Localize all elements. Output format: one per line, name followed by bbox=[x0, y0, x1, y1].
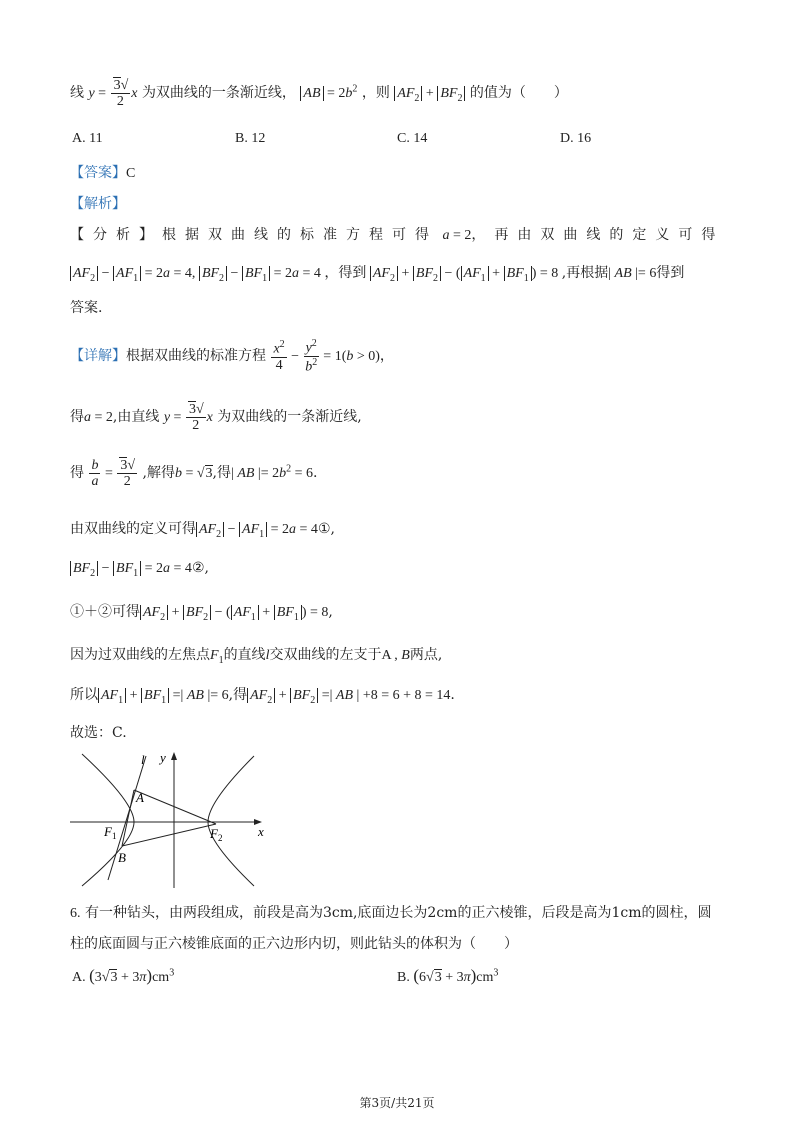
label-l: l bbox=[141, 752, 145, 767]
answer-line bbox=[70, 162, 135, 182]
label-a: A bbox=[136, 790, 144, 805]
segment-bf2 bbox=[122, 824, 216, 846]
detail-conclusion: 故选：C. bbox=[70, 725, 127, 741]
answer-value: C bbox=[126, 166, 136, 181]
detail-line4: 由双曲线的定义可得 $AF_2 - AF_1 = 2a$ = 4①, bbox=[70, 521, 335, 540]
q6-number: 6. bbox=[70, 906, 81, 921]
hyperbola-figure bbox=[70, 750, 280, 890]
q6-line2: 柱的底面圆与正六棱锥底面的正六边形内切，则此钻头的体积为（ ） bbox=[70, 936, 518, 952]
label-x: x bbox=[258, 824, 264, 839]
label-y: y bbox=[160, 750, 166, 765]
detail-line2: 得a = 2,由直线 y = $\frac{3√}{2}$ x 为双曲线的一条渐近线, bbox=[70, 402, 362, 434]
q6-line1: 6. 有一种钻头，由两段组成，前段是高为3cm,底面边长为2cm的正六棱锥，后段是高为1cm的圆柱，圆 bbox=[70, 905, 712, 921]
fenxi-line2: $AF_2 - AF_1 = 2a = 4$, $BF_2 - BF_1 = 2a = 4$ ，得到 $AF_2 + BF_2$ − ( $AF_1 + BF_1$ ) = 8 ,再根据| AB |= 6得到 bbox=[70, 262, 684, 284]
q5-option-d[interactable]: D. 16 bbox=[560, 131, 592, 146]
answer-tag: 【答案】 bbox=[70, 165, 126, 181]
q6-option-a[interactable]: A. $(3√3 + 3\pi)cm^3$ bbox=[72, 966, 175, 985]
detail-line5: $BF_2 - BF_1 = 2a$ = 4②, bbox=[70, 560, 209, 579]
label-f1: $F_1$ bbox=[104, 824, 117, 841]
segment-af2 bbox=[134, 790, 216, 824]
detail-line7: 因为过双曲线的左焦点$F_1$的直线l交双曲线的左支于A , B两点, bbox=[70, 647, 443, 666]
fenxi-tag: 【分析】 bbox=[70, 227, 162, 243]
q5-option-a[interactable]: A. 11 bbox=[72, 131, 103, 146]
q5-option-c[interactable]: C. 14 bbox=[397, 131, 428, 146]
detail-line1: 【详解】根据双曲线的标准方程 $\frac{x^2}{4}$ − $\frac{y^2}{b^2}$ = 1(b > 0)， bbox=[70, 338, 394, 375]
q5-option-b[interactable]: B. 12 bbox=[235, 131, 266, 146]
q6-option-b[interactable]: B. $(6√3 + 3\pi)cm^3$ bbox=[397, 966, 499, 985]
y-axis-arrow bbox=[171, 752, 177, 760]
detail-line6: ①＋②可得 $AF_2 + BF_2$ − ( $AF_1 + BF_1$ ) = 8, bbox=[70, 604, 333, 623]
line-l bbox=[108, 756, 146, 880]
detail-line3: 得 $\frac{b}{a}$ = $\frac{3√}{2}$ ,解得b = √3,得| AB |= $2b^2 = 6$. bbox=[70, 458, 318, 490]
analysis-tag: 【解析】 bbox=[70, 196, 126, 212]
page-footer: 第3页/共21页 bbox=[359, 1096, 435, 1110]
fenxi-line1: 【分析】根据双曲线的标准方程可得 a = 2，再由双曲线的定义可得 bbox=[70, 227, 725, 243]
hyperbola-right-branch bbox=[208, 756, 254, 886]
fenxi-line3: 答案. bbox=[70, 300, 103, 316]
detail-line8: 所以 $AF_1 + BF_1$ =| AB |= 6,得 $AF_2 + BF_2$ =| AB | +8 = 6 + 8 = 14. bbox=[70, 687, 455, 706]
q5-stem: 线 y = $\frac{3√}{2}$ x 为双曲线的一条渐近线， AB = $2b^2$ ，则 $AF_2 + BF_2$ 的值为（ ） bbox=[70, 78, 568, 110]
detail-tag: 【详解】 bbox=[70, 347, 126, 364]
label-b: B bbox=[118, 850, 126, 865]
label-f2: $F_2$ bbox=[210, 826, 223, 843]
